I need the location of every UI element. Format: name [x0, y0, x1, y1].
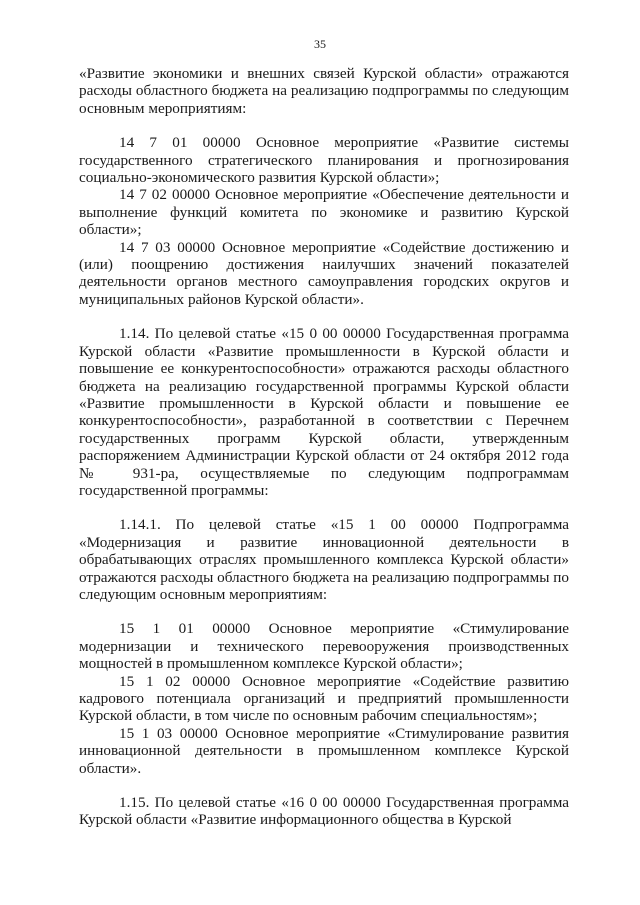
paragraph: 1.15. По целевой статье «16 0 00 00000 Государственная программа Курской области «Развитие информационного общества в Курской: [79, 794, 569, 829]
paragraph: 15 1 01 00000 Основное мероприятие «Стимулирование модернизации и технического перевооружения производственных мощностей в промышленном комплексе Курской области»;: [79, 620, 569, 673]
document-body: [79, 65, 569, 829]
paragraph: 14 7 01 00000 Основное мероприятие «Развитие системы государственного стратегического планирования и прогнозирования социально-экономического развития Курской области»;: [79, 134, 569, 187]
page-number: 35: [314, 37, 326, 51]
paragraph: 15 1 03 00000 Основное мероприятие «Стимулирование развития инновационной деятельности в промышленном комплексе Курской области».: [79, 724, 569, 777]
paragraph: 1.14.1. По целевой статье «15 1 00 00000 Подпрограмма «Модернизация и развитие инновационной деятельности в обрабатывающих отраслях промышленного комплекса Курской области» отражаются расходы областного бюджета на реализацию подпрограммы по следующим основным мероприятиям:: [79, 516, 569, 603]
paragraph: 14 7 03 00000 Основное мероприятие «Содействие достижению и (или) поощрению достижения наилучших значений показателей деятельности органов местного самоуправления городских округов и муниципальных районов Курской области».: [79, 238, 569, 308]
paragraph: 14 7 02 00000 Основное мероприятие «Обеспечение деятельности и выполнение функций комитета по экономике и развитию Курской области»;: [79, 186, 569, 239]
paragraph: 1.14. По целевой статье «15 0 00 00000 Государственная программа Курской области «Развитие промышленности в Курской области и повышение ее конкурентоспособности» отражаются расходы областного бюджета на реализацию государственной программы Курской области «Развитие промышленности в Курской области и повышение ее конкурентоспособности», разработанной в соответствии с Перечнем государственных программ Курской области, утвержденным распоряжением Администрации Курской области от 24 октября 2012 года № 931-ра, осуществляемые по следующим подпрограммам государственной программы:: [79, 325, 569, 499]
paragraph: «Развитие экономики и внешних связей Курской области» отражаются расходы областного бюджета на реализацию подпрограммы по следующим основным мероприятиям:: [79, 65, 569, 117]
paragraph: 15 1 02 00000 Основное мероприятие «Содействие развитию кадрового потенциала организаций и предприятий промышленности Курской области, в том числе по основным рабочим специальностям»;: [79, 672, 569, 725]
